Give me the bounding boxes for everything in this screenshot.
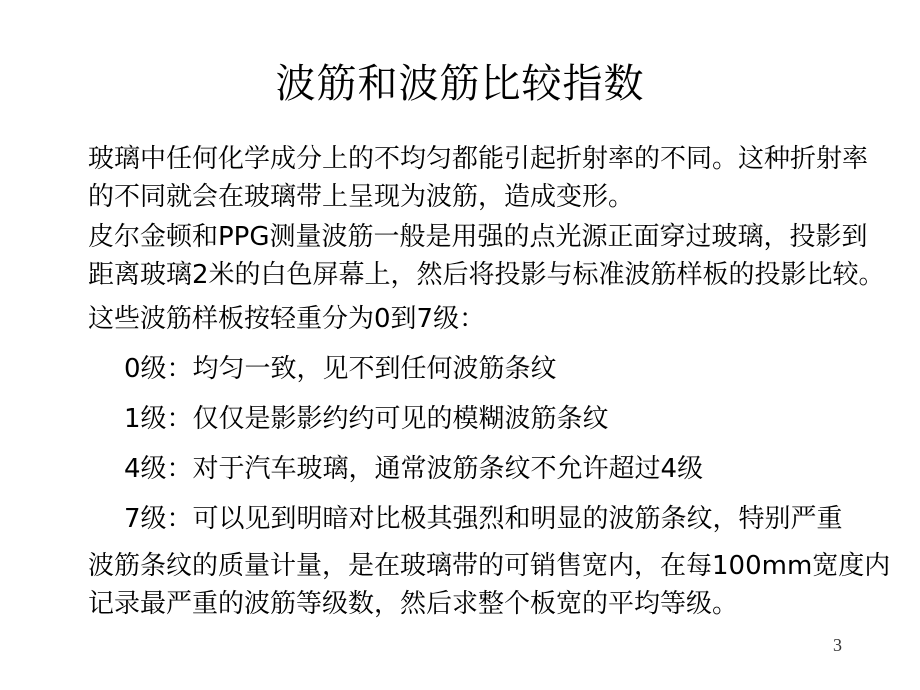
grade-item-1: 1级：仅仅是影影约约可见的模糊波筋条纹 bbox=[124, 404, 609, 434]
grade-item-0: 0级：均匀一致，见不到任何波筋条纹 bbox=[124, 354, 557, 384]
slide-title: 波筋和波筋比较指数 bbox=[275, 61, 645, 107]
paragraph-line: 皮尔金顿和PPG测量波筋一般是用强的点光源正面穿过玻璃，投影到 bbox=[88, 222, 868, 252]
paragraph-grades-intro: 这些波筋样板按轻重分为0到7级： bbox=[88, 304, 486, 334]
paragraph-line: 记录最严重的波筋等级数，然后求整个板宽的平均等级。 bbox=[88, 589, 739, 619]
paragraph-line: 玻璃中任何化学成分上的不均匀都能引起折射率的不同。这种折射率 bbox=[88, 144, 869, 174]
paragraph-measurement bbox=[88, 218, 885, 294]
paragraph-line: 波筋条纹的质量计量，是在玻璃带的可销售宽内，在每100mm宽度内 bbox=[88, 551, 891, 581]
page-number: 3 bbox=[833, 635, 842, 655]
paragraph-line: 的不同就会在玻璃带上呈现为波筋，造成变形。 bbox=[88, 182, 635, 212]
grade-item-7: 7级：可以见到明暗对比极其强烈和明显的波筋条纹，特别严重 bbox=[124, 504, 843, 534]
paragraph-refraction bbox=[88, 140, 868, 216]
paragraph-line: 距离玻璃2米的白色屏幕上，然后将投影与标准波筋样板的投影比较。 bbox=[88, 260, 885, 290]
paragraph-quality-metric bbox=[88, 547, 891, 623]
grade-item-4: 4级：对于汽车玻璃，通常波筋条纹不允许超过4级 bbox=[124, 454, 704, 484]
